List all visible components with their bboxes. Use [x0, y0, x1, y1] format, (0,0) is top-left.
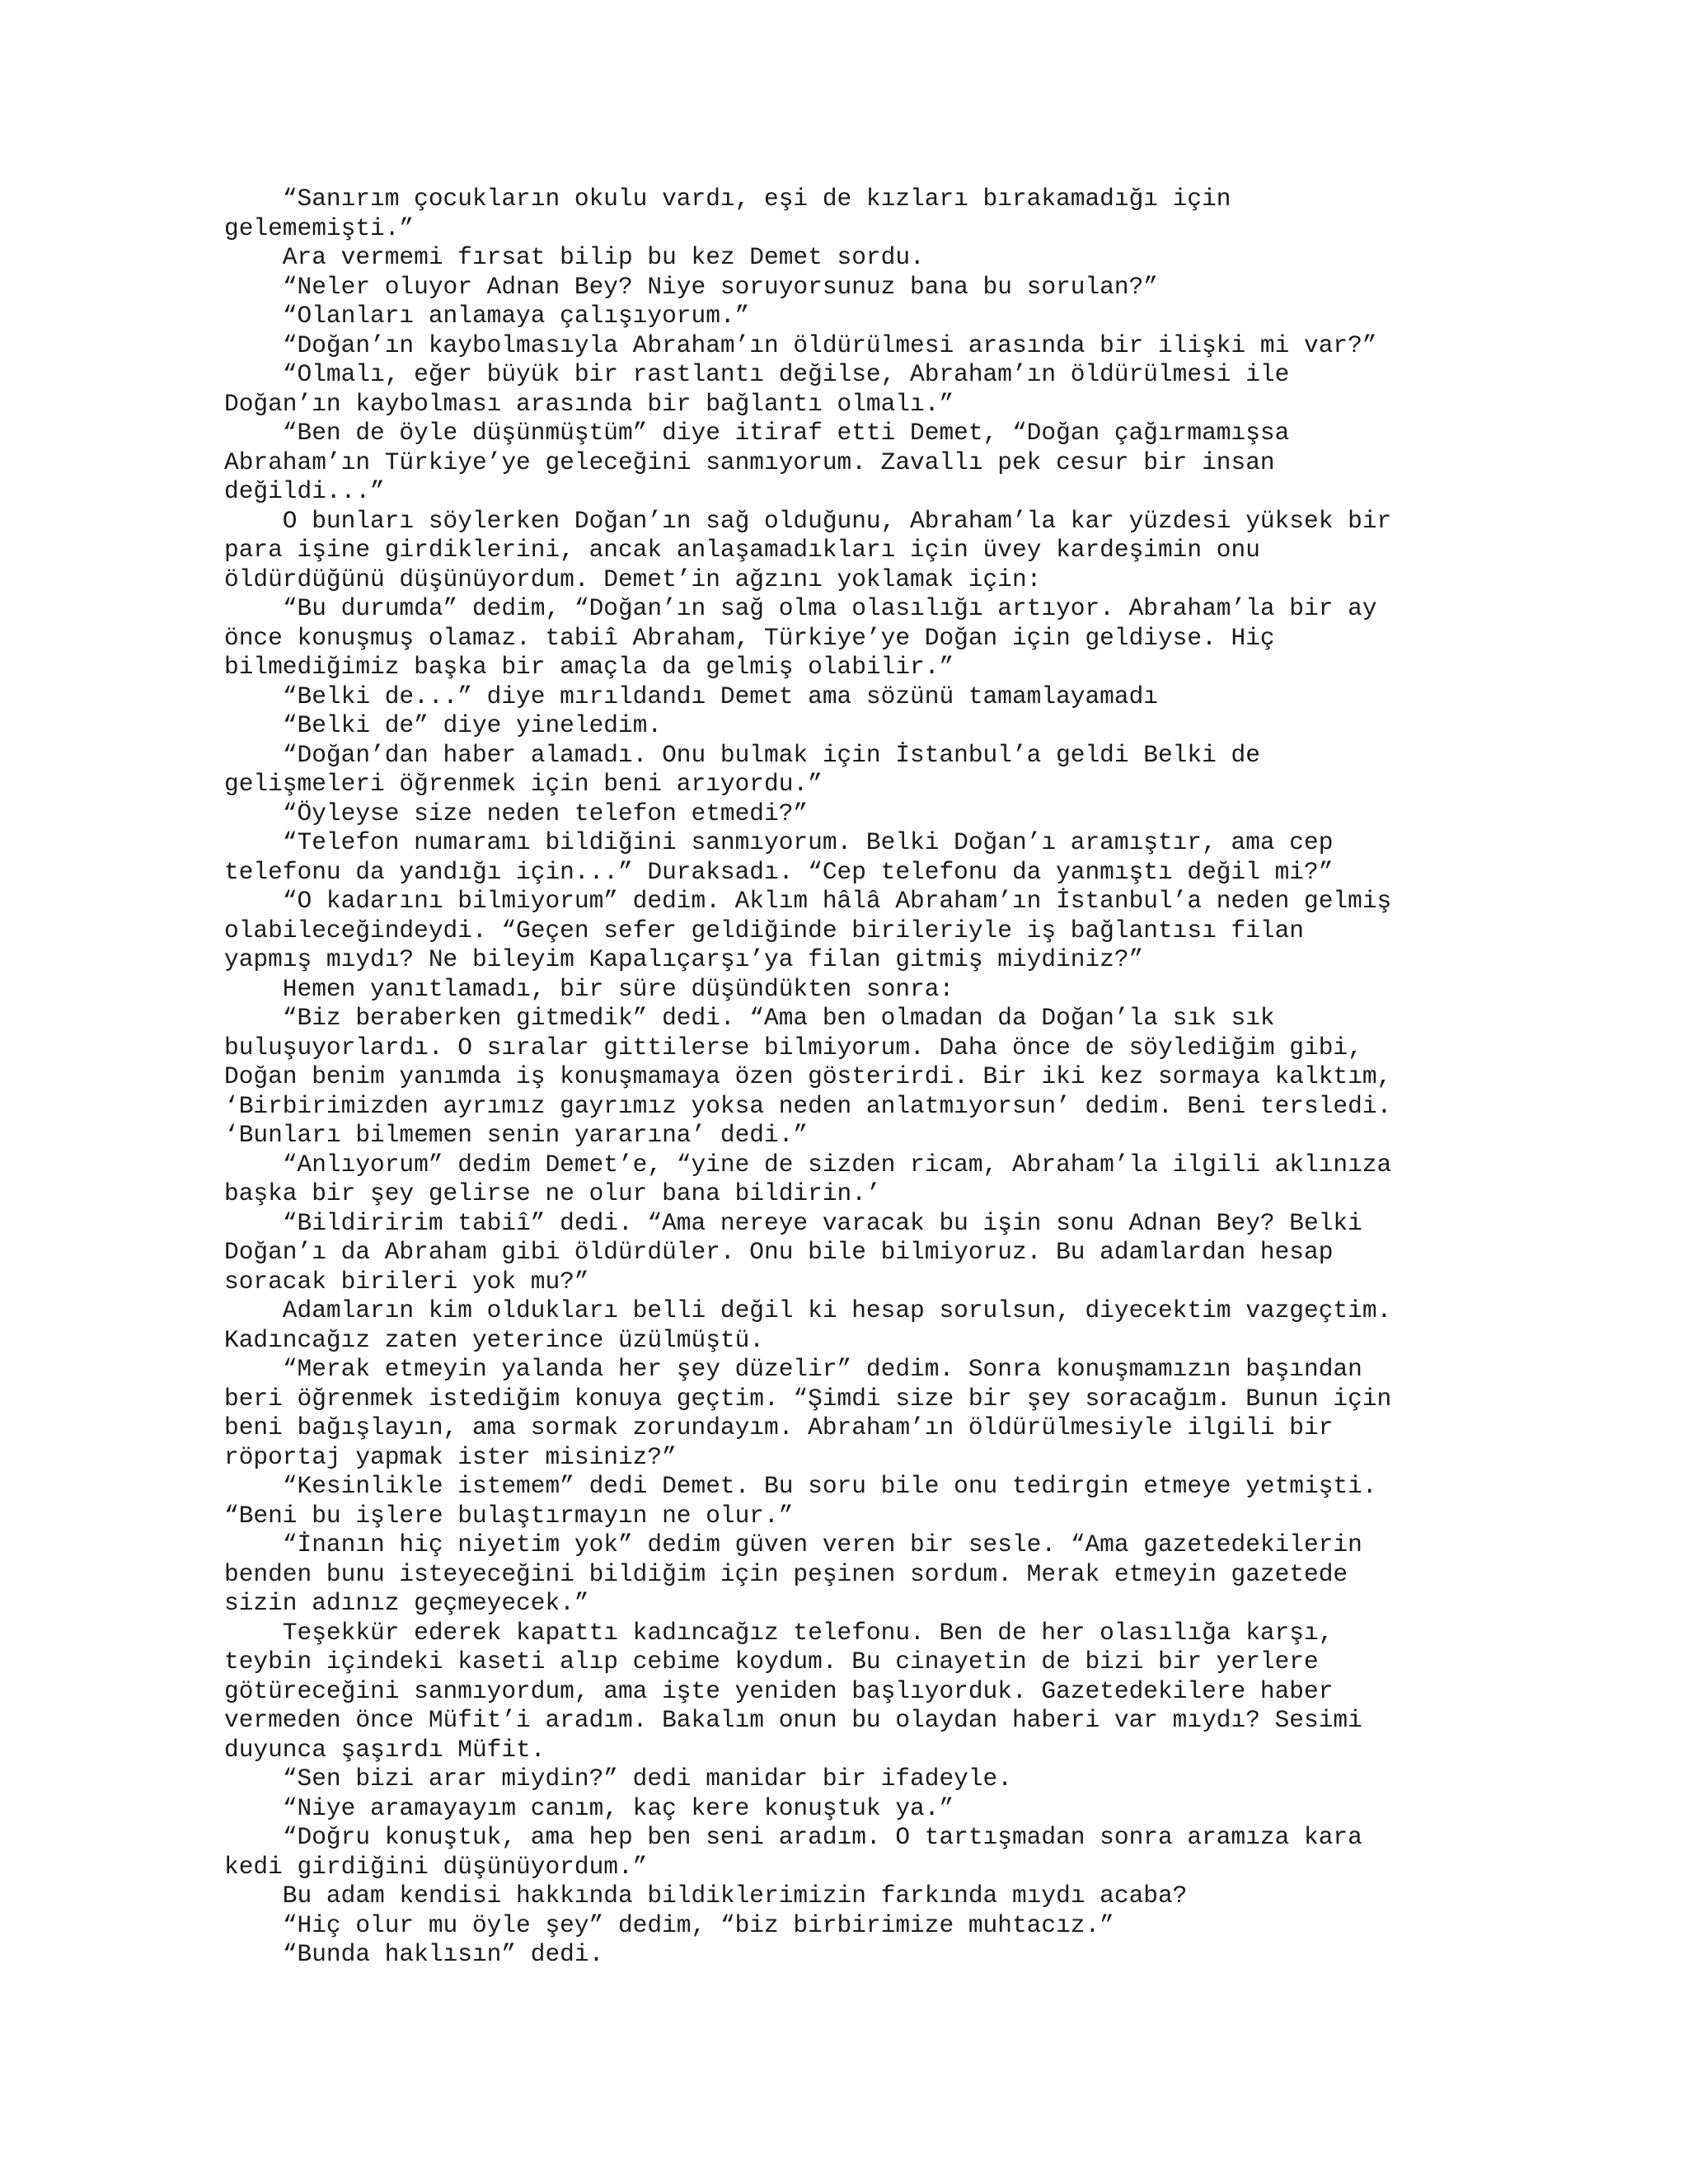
text-line: götüreceğini sanmıyordum, ama işte yeniden başlıyorduk. Gazetedekilere haber: [224, 1676, 1334, 1705]
text-line: Hemen yanıtlamadı, bir süre düşündükten sonra:: [224, 974, 954, 1003]
text-line: benden bunu isteyeceğini bildiğim için peşinen sordum. Merak etmeyin gazetede: [224, 1559, 1348, 1588]
text-line: soracak birileri yok mu?”: [224, 1267, 589, 1296]
text-line: Kadıncağız zaten yeterince üzülmüştü.: [224, 1325, 765, 1354]
text-line: “Neler oluyor Adnan Bey? Niye soruyorsunuz bana bu sorulan?”: [224, 272, 1158, 301]
text-line: Doğan’ı da Abraham gibi öldürdüler. Onu bile bilmiyoruz. Bu adamlardan hesap: [224, 1238, 1334, 1266]
text-line: duyunca şaşırdı Müfit.: [224, 1735, 546, 1764]
text-line: teybin içindeki kaseti alıp cebime koydum. Bu cinayetin de bizi bir yerlere: [224, 1647, 1319, 1675]
text-line: kedi girdiğini düşünüyordum.”: [224, 1852, 648, 1881]
text-line: “Bildiririm tabiî” dedi. “Ama nereye varacak bu işin sonu Adnan Bey? Belki: [224, 1208, 1362, 1237]
text-line: yapmış mıydı? Ne bileyim Kapalıçarşı’ya filan gitmiş miydiniz?”: [224, 945, 1144, 973]
text-line: Doğan benim yanımda iş konuşmamaya özen gösterirdi. Bir iki kez sormaya kalktım,: [224, 1062, 1392, 1090]
text-line: telefonu da yandığı için...” Duraksadı. “Cep telefonu da yanmıştı değil mi?”: [224, 857, 1334, 886]
text-line: öldürdüğünü düşünüyordum. Demet’in ağzını yoklamak için:: [224, 565, 1042, 593]
text-line: O bunları söylerken Doğan’ın sağ olduğunu, Abraham’la kar yüzdesi yüksek bir: [224, 506, 1392, 535]
text-line: “O kadarını bilmiyorum” dedim. Aklım hâlâ Abraham’ın İstanbul’a neden gelmiş: [224, 887, 1392, 915]
text-line: “Doğan’dan haber alamadı. Onu bulmak için İstanbul’a geldi Belki de: [224, 740, 1260, 769]
text-line: “Telefon numaramı bildiğini sanmıyorum. Belki Doğan’ı aramıştır, ama cep: [224, 828, 1334, 856]
text-line: olabileceğindeydi. “Geçen sefer geldiğinde birileriyle iş bağlantısı filan: [224, 916, 1305, 944]
text-line: Adamların kim oldukları belli değil ki hesap sorulsun, diyecektim vazgeçtim.: [224, 1296, 1392, 1324]
text-line: “Belki de...” diye mırıldandı Demet ama sözünü tamamlayamadı: [224, 682, 1158, 710]
text-line: Doğan’ın kaybolması arasında bir bağlantı olmalı.”: [224, 389, 954, 418]
text-line: “Kesinlikle istemem” dedi Demet. Bu soru bile onu tedirgin etmeye yetmişti.: [224, 1472, 1377, 1500]
text-line: “Beni bu işlere bulaştırmayın ne olur.”: [224, 1501, 794, 1530]
text-line: Bu adam kendisi hakkında bildiklerimizin farkında mıydı acaba?: [224, 1882, 1188, 1910]
text-line: “Doğan’ın kaybolmasıyla Abraham’ın öldürülmesi arasında bir ilişki mi var?”: [224, 330, 1377, 359]
text-line: “İnanın hiç niyetim yok” dedim güven veren bir sesle. “Ama gazetedekilerin: [224, 1530, 1362, 1558]
text-line: “Merak etmeyin yalanda her şey düzelir” dedim. Sonra konuşmamızın başından: [224, 1355, 1362, 1383]
text-line: röportaj yapmak ister misiniz?”: [224, 1442, 677, 1471]
text-line: “Niye aramayayım canım, kaç kere konuştuk ya.”: [224, 1793, 954, 1822]
text-line: “Ben de öyle düşünmüştüm” diye itiraf etti Demet, “Doğan çağırmamışsa: [224, 419, 1290, 447]
text-line: bilmediğimiz başka bir amaçla da gelmiş olabilir.”: [224, 653, 954, 681]
text-line: Abraham’ın Türkiye’ye geleceğini sanmıyorum. Zavallı pek cesur bir insan: [224, 448, 1275, 476]
text-line: vermeden önce Müfit’i aradım. Bakalım onun bu olaydan haberi var mıydı? Sesimi: [224, 1706, 1362, 1734]
text-line: “Doğru konuştuk, ama hep ben seni aradım. O tartışmadan sonra aramıza kara: [224, 1823, 1362, 1851]
text-line: buluşuyorlardı. O sıralar gittilerse bilmiyorum. Daha önce de söylediğim gibi,: [224, 1033, 1362, 1062]
text-line: beni bağışlayın, ama sormak zorundayım. Abraham’ın öldürülmesiyle ilgili bir: [224, 1413, 1334, 1441]
text-line: “Anlıyorum” dedim Demet’e, “yine de sizden ricam, Abraham’la ilgili aklınıza: [224, 1150, 1392, 1179]
text-line: beri öğrenmek istediğim konuya geçtim. “Şimdi size bir şey soracağım. Bunun için: [224, 1384, 1392, 1413]
text-line: “Belki de” diye yineledim.: [224, 711, 663, 739]
text-line: “Biz beraberken gitmedik” dedi. “Ama ben olmadan da Doğan’la sık sık: [224, 1004, 1275, 1032]
text-line: gelememişti.”: [224, 213, 415, 242]
text-line: sizin adınız geçmeyecek.”: [224, 1589, 589, 1617]
text-line: gelişmeleri öğrenmek için beni arıyordu.”: [224, 770, 823, 798]
text-line: “Hiç olur mu öyle şey” dedim, “biz birbirimize muhtacız.”: [224, 1910, 1114, 1939]
text-line: “Öyleyse size neden telefon etmedi?”: [224, 799, 809, 827]
text-line: değildi...”: [224, 477, 385, 505]
text-line: önce konuşmuş olamaz. tabiî Abraham, Türkiye’ye Doğan için geldiyse. Hiç: [224, 623, 1275, 652]
text-line: Teşekkür ederek kapattı kadıncağız telefonu. Ben de her olasılığa karşı,: [224, 1618, 1334, 1647]
text-line: “Olmalı, eğer büyük bir rastlantı değilse, Abraham’ın öldürülmesi ile: [224, 360, 1290, 388]
text-line: “Bunda haklısın” dedi.: [224, 1940, 604, 1968]
text-line: “Bu durumda” dedim, “Doğan’ın sağ olma olasılığı artıyor. Abraham’la bir ay: [224, 594, 1377, 622]
text-line: “Sanırım çocukların okulu vardı, eşi de kızları bırakamadığı için: [224, 185, 1231, 213]
text-line: ‘Birbirimizden ayrımız gayrımız yoksa neden anlatmıyorsun’ dedim. Beni tersledi.: [224, 1091, 1392, 1120]
body-text: [224, 185, 1493, 1970]
text-line: Ara vermemi fırsat bilip bu kez Demet sordu.: [224, 243, 925, 271]
text-line: başka bir şey gelirse ne olur bana bildirin.’: [224, 1179, 881, 1207]
text-line: “Olanları anlamaya çalışıyorum.”: [224, 302, 750, 330]
text-line: ‘Bunları bilmemen senin yararına’ dedi.”: [224, 1121, 809, 1149]
text-line: para işine girdiklerini, ancak anlaşamadıkları için üvey kardeşimin onu: [224, 536, 1260, 564]
text-line: “Sen bizi arar miydin?” dedi manidar bir ifadeyle.: [224, 1765, 1012, 1793]
